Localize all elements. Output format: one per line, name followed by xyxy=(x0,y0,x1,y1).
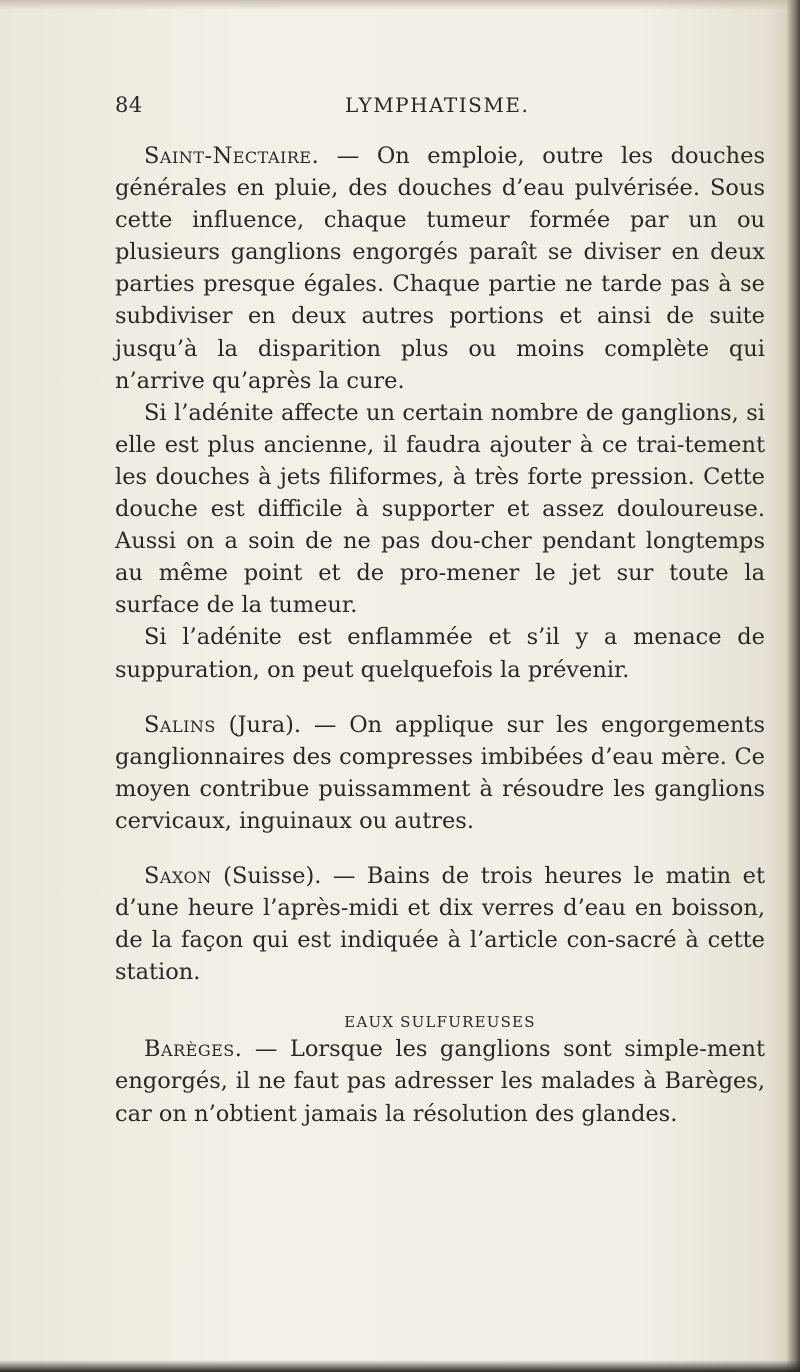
paragraph-bareges xyxy=(115,1033,765,1129)
paragraph-text: — Lorsque les ganglions sont simple-ment engorgés, il ne faut pas adresser les malades à Barèges, car on n’obtient jamais la résolution des glandes. xyxy=(115,1036,765,1127)
paragraph-text: (Jura). — On applique sur les engorgements ganglionnaires des compresses imbibées d’eau mère. Ce moyen contribue puissamment à résoudre les ganglions cervicaux, inguinaux ou autres. xyxy=(115,711,765,834)
paragraph-saint-nectaire xyxy=(115,140,765,397)
place-name-bareges: Barèges. xyxy=(144,1036,243,1063)
place-name-saxon: Saxon xyxy=(144,862,212,889)
paragraph-saxon xyxy=(115,860,765,988)
paragraph-text: — On emploie, outre les douches générales en pluie, des douches d’eau pulvérisée. Sous cette influence, chaque tumeur formée par un ou plusieurs ganglions engorgés paraît se diviser en deux parties presque égales. Chaque partie ne tarde pas à se subdiviser en deux autres portions et ainsi de suite jusqu’à la disparition plus ou moins complète qui n’arrive qu’après la cure. xyxy=(115,143,765,394)
paragraph-salins xyxy=(115,709,765,837)
paragraph-suppuration: Si l’adénite est enflammée et s’il y a menace de suppuration, on peut quelquefois la prévenir. xyxy=(115,624,765,683)
page-right-shadow xyxy=(786,0,800,1372)
spacer xyxy=(115,837,765,860)
spacer xyxy=(115,988,765,1011)
running-title: LYMPHATISME. xyxy=(345,93,530,117)
body-text xyxy=(115,140,765,1130)
paragraph-adenite: Si l’adénite affecte un certain nombre de ganglions, si elle est plus ancienne, il faudra ajouter à ce trai-tement les douches à jets filiformes, à très forte pression. Cette douche est difficile à supporter et assez douloureuse. Aussi on a soin de ne pas dou-cher pendant longtemps au même point et de pro-mener le jet sur toute la surface de la tumeur. xyxy=(115,399,765,619)
page-number: 84 xyxy=(115,93,143,117)
section-title: EAUX SULFUREUSES xyxy=(344,1013,536,1032)
paragraph-text: (Suisse). — Bains de trois heures le matin et d’une heure l’après-midi et dix verres d’eau en boisson, de la façon qui est indiquée à l’article con-sacré à cette station. xyxy=(115,862,765,986)
page-top-shadow xyxy=(0,0,800,10)
place-name-saint-nectaire: Saint-Nectaire. xyxy=(144,143,320,169)
spacer xyxy=(115,686,765,709)
page-bottom-shadow xyxy=(0,1360,800,1372)
place-name-salins: Salins xyxy=(144,711,216,738)
page-header xyxy=(115,93,765,129)
